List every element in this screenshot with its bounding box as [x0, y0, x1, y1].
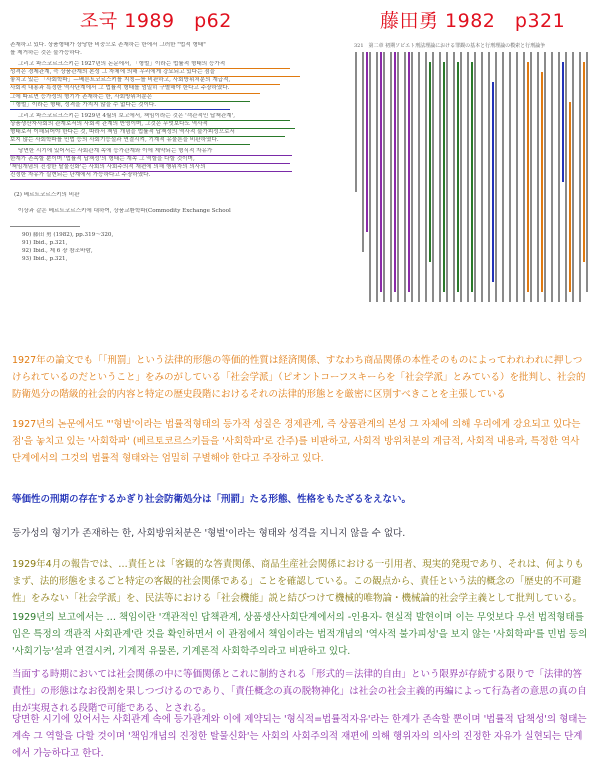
highlight-orange [527, 62, 529, 292]
scan-line: 사회적 내용과 특정한 역사단계에서 그 법률적 형태를 엄밀히 구별해야 한다고 주장하였다. [10, 85, 230, 91]
paragraph-korean-1929: 1929년의 보고에서는 … 책임이란 '객관적인 답책관계, 상품생산사회단계에서의 -인용자- 현실적 발현이며 이는 무엇보다 우선 법적형태를 입은 특정의 객관적 사회관계'란 것을 확인하면서 이 관점에서 책임이라는 법적개념의 '역사적 불가피성'을 보지 않는 '사회학파'를 민법 등의 '사회기능'설과 연결시켜, 기계적 유물론, 기계론적 사회학주의라고 비판하고 있다. [12, 612, 588, 657]
text-column [383, 52, 385, 302]
highlight-orange [541, 72, 543, 292]
highlight-purple [380, 52, 382, 292]
scan-line: 상품생산자사회의 관계로서의 사회적 관계의 반영이며, 그것은 무엇보다도 역사적 [10, 121, 208, 127]
underline-orange [10, 76, 300, 77]
text-column [579, 52, 581, 302]
underline-green [10, 136, 285, 137]
highlight-green [471, 62, 473, 292]
paragraph-korean-current-period: 당면한 시기에 있어서는 사회관계 속에 등가관계와 이에 제약되는 '형식적=법률적자유'라는 한계가 존속할 뿐이며 '법률적 답책성'의 형태는 계속 그 역할을 다할 것이며 '책임개념의 진정한 탈물신화'는 사회의 사회주의적 재편에 의해 행위자의 의사의 진정한 자유가 실현되는 단계에서 가능하다고 한다. [12, 714, 587, 759]
text-column [509, 52, 511, 302]
scan-line: 그리고 파스코르크스키는 1929년 4월의 보고에서, 책임이라는 것은 '객관적인 답책관계', [18, 113, 235, 119]
underline-orange [10, 93, 260, 94]
text-column [439, 52, 441, 302]
scan-line: '책임개념의 진정한 탈물신화'는 사회의 사회주의적 재편에 의해 행위자의 의사의 [10, 164, 206, 170]
text-column [418, 52, 420, 302]
underline-purple [10, 163, 290, 164]
paragraph-korean-equivalence: 등가성의 형기가 존재하는 한, 사회방위처분은 '형벌'이라는 형태와 성격을 지니지 않을 수 없다. [12, 528, 406, 539]
text-column [488, 52, 490, 302]
text-column [537, 52, 539, 302]
text-column [453, 52, 455, 302]
footnote: 91) Ibid., p.321, [22, 240, 68, 246]
text-column [516, 52, 518, 302]
scanned-page-japanese [350, 42, 596, 334]
text-column [474, 52, 476, 302]
section-heading: (2) 베르트코르스키의 비판 [14, 192, 80, 198]
underline-green [10, 128, 295, 129]
text-column [432, 52, 434, 302]
text-column [460, 52, 462, 302]
highlight-green [429, 62, 431, 262]
underline-purple [10, 155, 292, 156]
text-column [530, 52, 532, 302]
underline-green [10, 144, 250, 145]
footnote: 93) Ibid., p.321, [22, 256, 68, 262]
footnote: 92) Ibid., 제 6 장 참조바람, [22, 248, 93, 254]
scan-line: 그리고 파스코르크스키는 1927년의 논문에서, 「형벌」이라는 법률적 형태의 등가적 [18, 61, 226, 67]
paragraph-japanese-equivalence: 等価性の刑期の存在するかぎり社会防衛処分は「刑罰」たる形態、性格をもたざるをえない。 [12, 494, 412, 505]
text-column [425, 52, 427, 302]
underline-blue [10, 109, 230, 110]
highlight-blue [562, 62, 564, 182]
scan-line: 형태로서 이해되어야 한다는 것, 따라서 책임 개념을 법률적 답책성의 역사적 불가피성으로서 [10, 129, 235, 135]
highlight-green [457, 62, 459, 292]
underline-green [10, 101, 250, 102]
text-column [397, 52, 399, 302]
scan-line: 당면한 시기에 있어서는 사회관계 속에 등가관계와 이에 제약되는 형식적 자유가 [18, 148, 213, 154]
text-column [369, 52, 371, 302]
text-column [481, 52, 483, 302]
text-column [502, 52, 504, 302]
scan-line: 한계가 존속할 뿐이며 '법률적 답책성'의 형태는 계속 그 역할을 다할 것이며, [10, 156, 195, 162]
highlight-purple [394, 52, 396, 292]
highlight-orange [569, 102, 571, 292]
paragraph-korean-1927: 1927년의 논문에서도 "'형벌'이라는 법률적형태의 등가적 성질은 경제관계, 즉 상품관계의 본성 그 자체에 의해 우리에게 강요되고 있다는 점'을 놓치고 있는 '사회학파' (베르토코르스키들을 '사회학파'로 간주)를 비판하고, 사회적 방위처분의 계급적, 사회적 내용과, 특정한 역사단계에서의 그것의 법률적 형태와는 엄밀히 구별해야 한다고 주장하고 있다. [12, 419, 581, 464]
underline-purple [10, 171, 292, 172]
underline-orange [10, 84, 280, 85]
paragraph-japanese-current-period: 当面する時期においては社会関係の中に等価関係とこれに制約される「形式的＝法律的自由」という限界が存続する限りで「法律的答責性」の形態はなお役割を果しつづけるのであり、「責任概念の真の脱物神化」は社会の社会主義的再編によって行為者の意思の真の自由が実現される段階で可能である、とされる。 [12, 669, 587, 714]
text-column [551, 52, 553, 302]
highlight-green [443, 62, 445, 292]
text-column [558, 52, 560, 302]
scan-line: 이상과 같은 베르트코르스키에 대하여, 상품교환학파(Commodity Exchange School [18, 208, 231, 214]
text-column [411, 52, 413, 302]
scan-line: 「형벌」이라는 형태, 성격을 가지지 않을 수 없다는 것이다. [10, 102, 157, 108]
text-column [355, 52, 357, 192]
scan-line: 그에 따르면 등가성의 형기가 존재하는 한, 사회방위처분은 [10, 94, 153, 100]
footnote: 90) 藤田 勇 (1982), pp.319～320, [22, 232, 114, 238]
text-column [446, 52, 448, 302]
text-column [362, 52, 364, 252]
highlight-blue [492, 82, 494, 282]
scan-line: 진정한 자유가 실현되는 단계에서 가능하다고 주장하였다. [10, 172, 151, 178]
source-label-cho-kuk: 조국 1989 p62 [80, 10, 232, 32]
scanned-page-korean [10, 42, 308, 334]
scan-line: 놓치고 있는 「사회학파」—베른트코르스키를 지칭—를 비판하고, 사회방위처분의 계급적, [10, 77, 231, 83]
highlight-purple [366, 52, 368, 232]
source-label-fujita-isamu: 藤田勇 1982 p321 [380, 10, 566, 32]
text-column [467, 52, 469, 302]
text-column [495, 52, 497, 302]
highlight-purple [408, 52, 410, 292]
text-column [586, 52, 588, 292]
paragraph-japanese-1929: 1929年4月の報告では、…責任とは「客観的な答責関係、商品生産社会関係における一引用者、現実的発現であり、それは、何よりもまず、法的形態をまるごと特定の客観的社会関係である」ことを確認している。この観点から、責任という法的概念の「歴史的不可避性」をみない「社会学派」を、民法等における「社会機能」説と結びつけて機械的唯物論・機械論的社会学主義として批判している。 [12, 559, 584, 604]
text-column [404, 52, 406, 302]
paragraph-japanese-1927: 1927年の論文でも「「刑罰」という法律的形態の等価的性質は経済関係、すなわち商品関係の本性そのものによってわれわれに押しつけられているのだということ」をみのがしている「社会学派」（ピオントコーフスキーらを「社会学派」とみている）を批判し、社会的防衛処分の階級的社会的内容と特定の歴史段階におけるそれの法律的形態とを厳密に区別すべきことを主張している [12, 355, 586, 400]
underline-orange [10, 68, 290, 69]
scan-line: 를 제거하는 것은 불가능하다. [10, 50, 82, 56]
underline-green [10, 120, 290, 121]
scan-line: 보지 않는 사회학파를 민법 등의 사회기능설과 연결시켜, 기계적 유물론을 비판하였다. [10, 137, 219, 143]
underline-purple [10, 179, 130, 180]
text-column [572, 52, 574, 302]
text-column [544, 52, 546, 302]
page-running-head: 321 第二章 初期ソビエト刑法理論における罪観の基本と行刑理論の模索と行刑論争 [354, 43, 546, 49]
text-column [523, 52, 525, 302]
text-column [565, 52, 567, 302]
footnote-divider [10, 226, 80, 227]
text-column [390, 52, 392, 302]
scan-line: 존재하고 있다. 상품형태가 상당한 비중으로 존재하는 한에서 그러한 "법적 형태" [10, 42, 206, 48]
scan-line: 성격은 경제관계, 즉 상품관계의 본성 그 자체에 의해 우리에게 강요되고 있다는 점을 [10, 69, 216, 75]
text-column [376, 52, 378, 302]
highlight-orange [583, 62, 585, 262]
